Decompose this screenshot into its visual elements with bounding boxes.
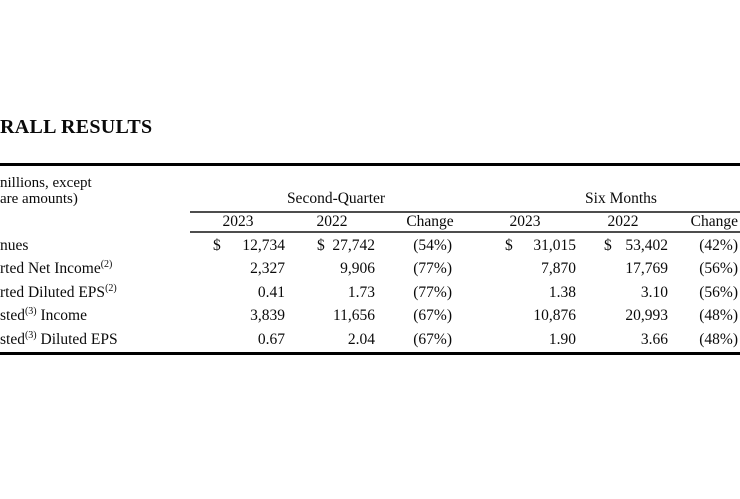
row-label (0, 284, 117, 302)
cell-6m-2023: 31,015 (533, 237, 576, 254)
cell-q2-2023: 2,327 (250, 260, 285, 277)
row-label-sup: (2) (100, 258, 113, 270)
cell-q2-change: (77%) (413, 260, 452, 277)
row-label (0, 237, 28, 255)
cell-6m-2022: 3.66 (640, 331, 668, 348)
row-label-pre: nues (0, 237, 29, 254)
cell-6m-2022: 17,769 (625, 260, 668, 277)
dollar-sign: $ (213, 237, 221, 254)
row-label-pre: rted Net Income (0, 260, 101, 277)
column-header-6m-2022: 2022 (607, 213, 639, 230)
cell-q2-2023: 3,839 (250, 307, 285, 324)
column-header-rule (190, 231, 740, 233)
table-row (0, 331, 740, 352)
cell-q2-2023: 12,734 (242, 237, 285, 254)
cell-q2-2022: 1.73 (347, 284, 375, 301)
cell-q2-change: (54%) (413, 237, 452, 254)
cell-6m-2022: 3.10 (640, 284, 668, 301)
cell-6m-change: (42%) (699, 237, 738, 254)
row-label (0, 331, 118, 349)
cell-6m-change: (48%) (699, 331, 738, 348)
row-label-pre: rted Diluted EPS (0, 284, 106, 301)
column-header-6m-change: Change (690, 213, 738, 230)
cell-6m-2023: 10,876 (533, 307, 576, 324)
cell-q2-2022: 2.04 (347, 331, 375, 348)
row-label-pre: sted (0, 331, 25, 348)
cell-6m-change: (56%) (699, 284, 738, 301)
cell-q2-2023: 0.67 (257, 331, 285, 348)
row-label-pre: sted (0, 307, 25, 324)
row-label (0, 307, 87, 325)
cell-6m-2022: 53,402 (625, 237, 668, 254)
table-top-rule (0, 163, 740, 166)
cell-q2-change: (67%) (413, 331, 452, 348)
cell-q2-change: (77%) (413, 284, 452, 301)
row-label-post: Income (36, 307, 87, 324)
cell-q2-2022: 9,906 (340, 260, 375, 277)
column-header-6m-2023: 2023 (509, 213, 541, 230)
column-header-q2-2022: 2022 (316, 213, 348, 230)
dollar-sign: $ (505, 237, 513, 254)
table-bottom-rule (0, 352, 740, 355)
group-header-second-quarter: Second-Quarter (286, 190, 386, 207)
cell-6m-2023: 7,870 (541, 260, 576, 277)
cell-6m-2023: 1.38 (548, 284, 576, 301)
table-row (0, 260, 740, 281)
row-label-sup: (3) (24, 329, 37, 341)
row-label-sup: (3) (24, 305, 37, 317)
row-label-post: Diluted EPS (36, 331, 118, 348)
row-label (0, 260, 112, 278)
table-note-line1: nillions, except (0, 175, 92, 191)
column-header-q2-change: Change (406, 213, 454, 230)
table-note (0, 176, 92, 207)
cell-6m-change: (56%) (699, 260, 738, 277)
cell-q2-2022: 27,742 (332, 237, 375, 254)
cell-q2-2022: 11,656 (332, 307, 375, 324)
table-row (0, 237, 740, 258)
table-row (0, 284, 740, 305)
dollar-sign: $ (604, 237, 612, 254)
column-header-q2-2023: 2023 (222, 213, 254, 230)
cell-q2-change: (67%) (413, 307, 452, 324)
row-label-sup: (2) (105, 282, 117, 294)
cell-6m-change: (48%) (699, 307, 738, 324)
cell-q2-2023: 0.41 (257, 284, 285, 301)
cell-6m-2022: 20,993 (625, 307, 668, 324)
table-note-line2: are amounts) (0, 190, 78, 207)
group-header-six-months: Six Months (585, 190, 657, 207)
dollar-sign: $ (317, 237, 325, 254)
page-title: RALL RESULTS (0, 116, 153, 138)
group-header-rule (190, 211, 740, 213)
table-row (0, 307, 740, 328)
cell-6m-2023: 1.90 (548, 331, 576, 348)
